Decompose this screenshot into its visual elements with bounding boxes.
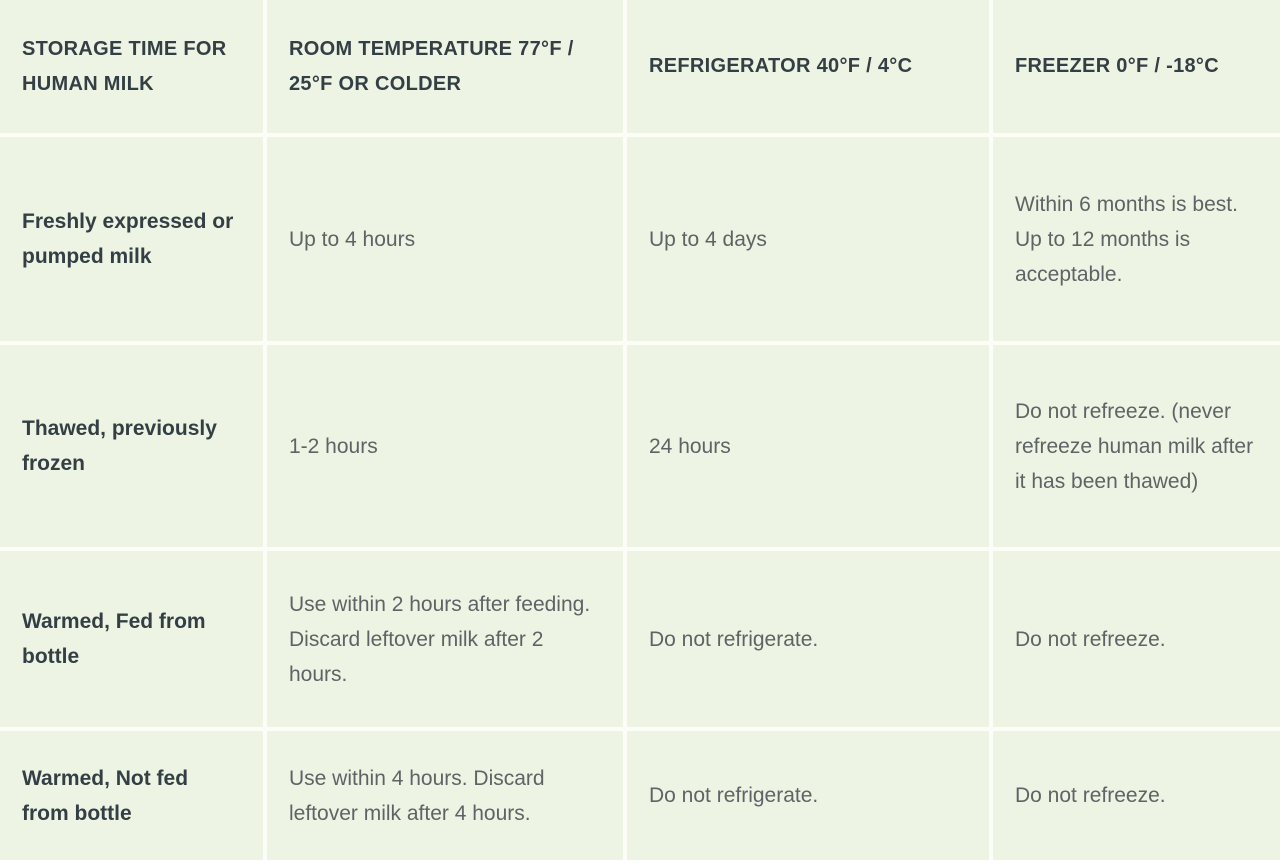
table-cell-refrigerator: 24 hours (627, 345, 989, 547)
table-cell-freezer: Do not refreeze. (993, 731, 1280, 860)
row-label-thawed: Thawed, previously frozen (0, 345, 263, 547)
table-cell-room-temp: Use within 4 hours. Discard leftover milk after 4 hours. (267, 731, 623, 860)
table-cell-refrigerator: Do not refrigerate. (627, 551, 989, 727)
table-cell-refrigerator: Up to 4 days (627, 137, 989, 341)
row-label-freshly-expressed: Freshly expressed or pumped milk (0, 137, 263, 341)
column-header-refrigerator: REFRIGERATOR 40°F / 4°C (627, 0, 989, 133)
table-cell-room-temp: Use within 2 hours after feeding. Discard leftover milk after 2 hours. (267, 551, 623, 727)
column-header-storage-time: STORAGE TIME FOR HUMAN MILK (0, 0, 263, 133)
table-cell-refrigerator: Do not refrigerate. (627, 731, 989, 860)
table-cell-freezer: Do not refreeze. (993, 551, 1280, 727)
column-header-freezer: FREEZER 0°F / -18°C (993, 0, 1280, 133)
table-cell-room-temp: 1-2 hours (267, 345, 623, 547)
row-label-warmed-not-fed: Warmed, Not fed from bottle (0, 731, 263, 860)
table-cell-freezer: Within 6 months is best. Up to 12 months is acceptable. (993, 137, 1280, 341)
table-cell-room-temp: Up to 4 hours (267, 137, 623, 341)
table-cell-freezer: Do not refreeze. (never refreeze human milk after it has been thawed) (993, 345, 1280, 547)
row-label-warmed-fed: Warmed, Fed from bottle (0, 551, 263, 727)
column-header-room-temperature: ROOM TEMPERATURE 77°F / 25°F OR COLDER (267, 0, 623, 133)
